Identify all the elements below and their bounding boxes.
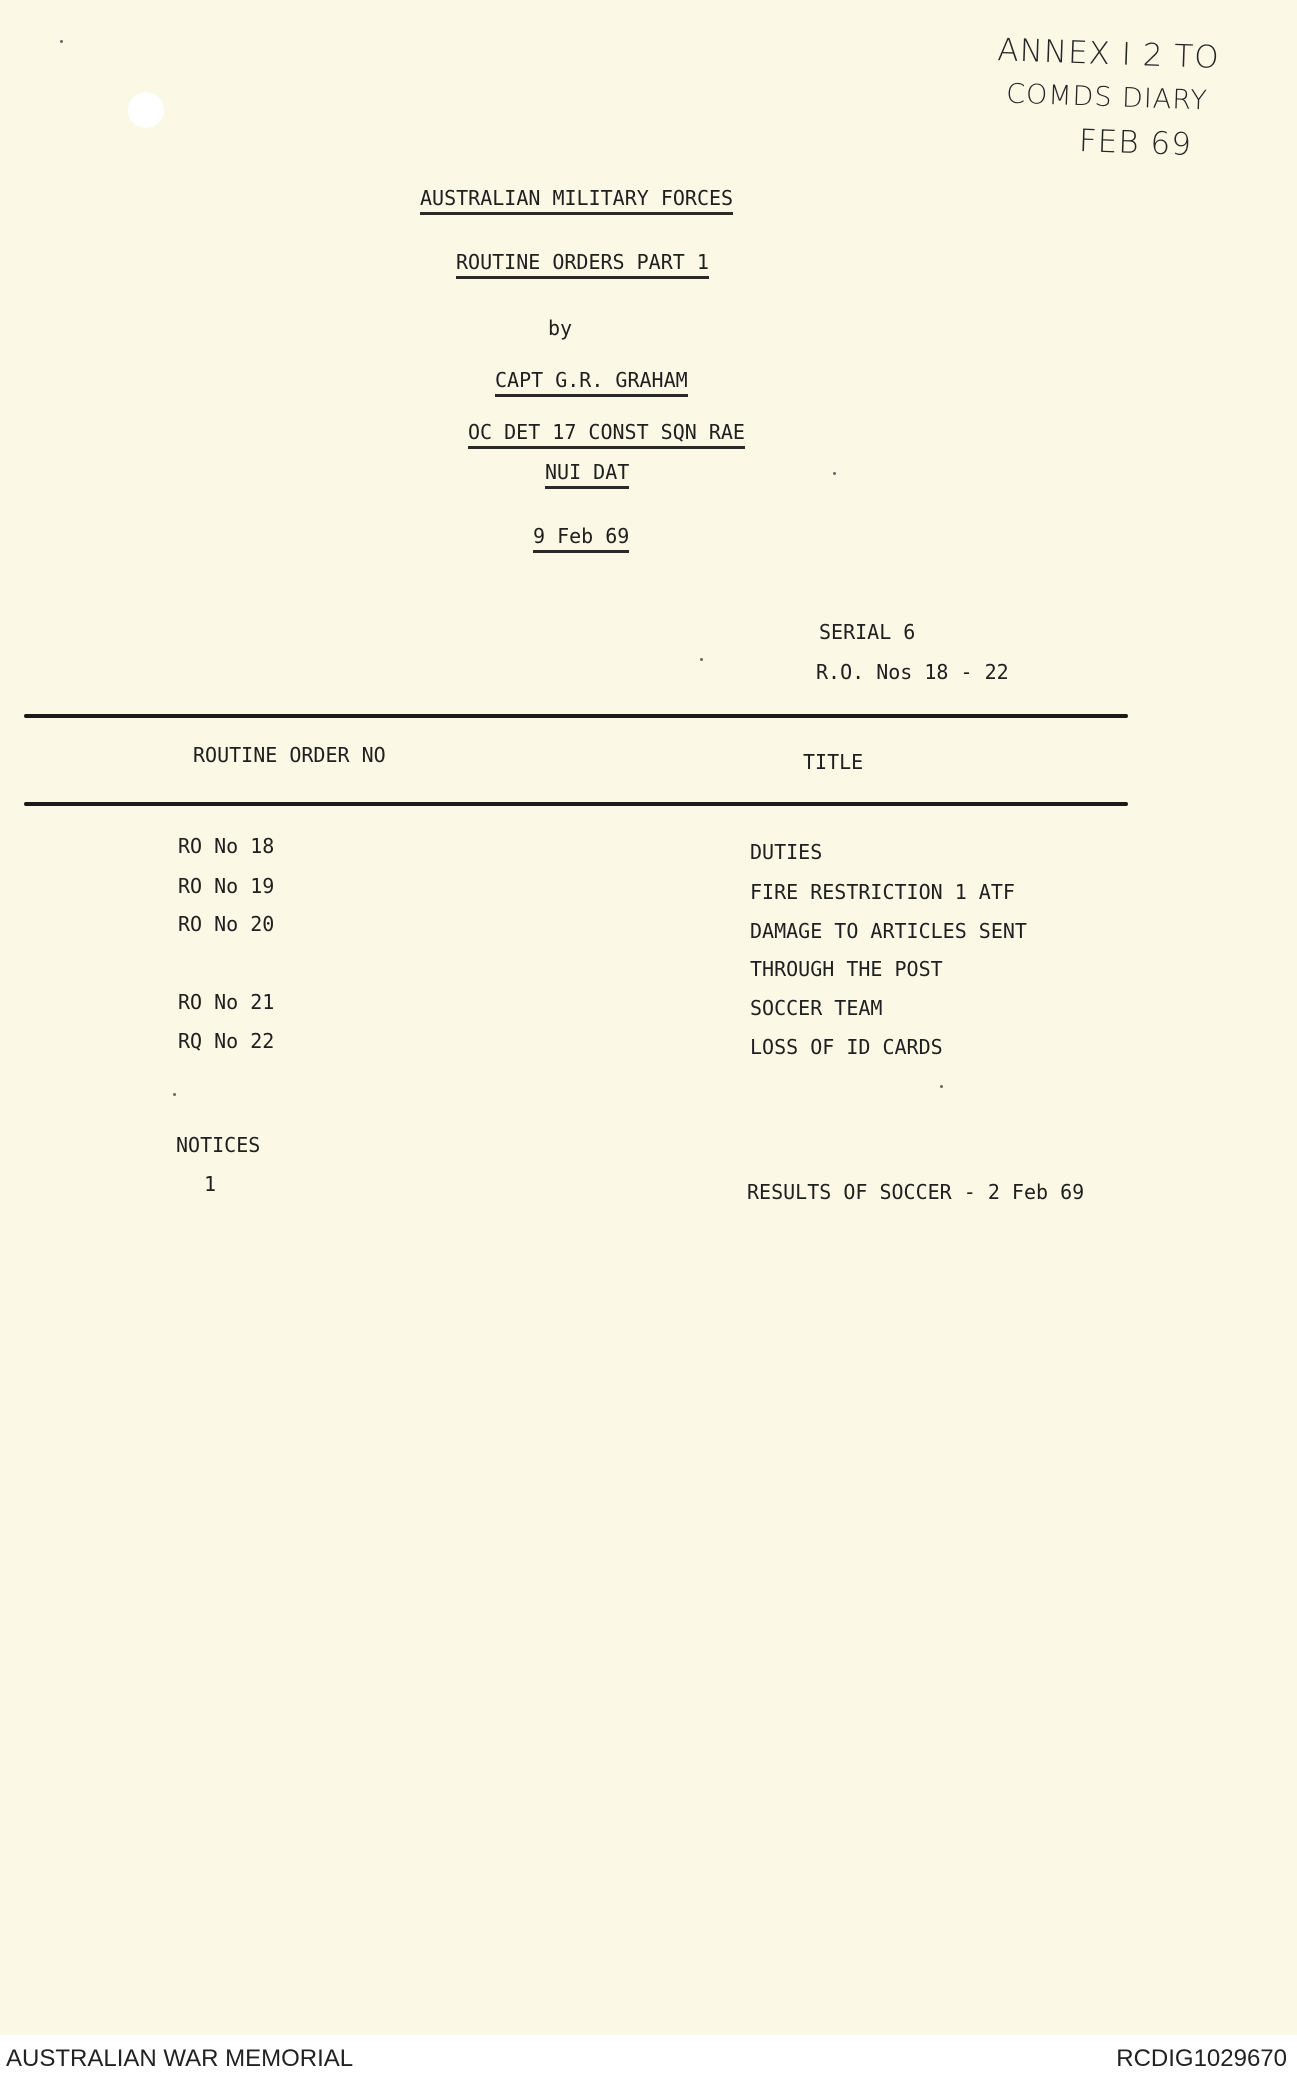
routine-order-title: DAMAGE TO ARTICLES SENT [750, 919, 1027, 943]
table-top-rule [24, 714, 1128, 718]
routine-order-title: FIRE RESTRICTION 1 ATF [750, 880, 1015, 904]
by-label: by [548, 316, 573, 340]
routine-order-number: RO No 19 [178, 874, 275, 898]
routine-order-title: LOSS OF ID CARDS [750, 1035, 943, 1059]
routine-order-number: RO No 20 [178, 912, 275, 936]
paper-speck [940, 1085, 943, 1088]
archive-id: RCDIG1029670 [1116, 2045, 1287, 2072]
orders-title: ROUTINE ORDERS PART 1 [456, 250, 709, 279]
annotation-line: ANNEX I 2 TO [996, 32, 1221, 76]
table-header-rule [24, 802, 1128, 806]
archive-name: AUSTRALIAN WAR MEMORIAL [6, 2045, 354, 2072]
notices-heading: NOTICES [176, 1133, 261, 1157]
routine-order-title: DUTIES [750, 840, 823, 864]
notice-number: 1 [204, 1172, 217, 1196]
paper-speck [173, 1093, 176, 1096]
paper-speck [833, 472, 836, 475]
ro-numbers: R.O. Nos 18 - 22 [816, 660, 1009, 684]
punch-hole [128, 92, 164, 128]
routine-order-title: THROUGH THE POST [750, 957, 943, 981]
paper-speck [60, 40, 63, 43]
serial-number: SERIAL 6 [819, 620, 916, 644]
annotation-line: FEB 69 [1078, 123, 1193, 163]
location: NUI DAT [545, 460, 629, 489]
routine-order-number: RO No 18 [178, 834, 275, 858]
routine-order-number: RQ No 22 [178, 1029, 275, 1053]
column-header-title: TITLE [803, 750, 864, 774]
officer-name: CAPT G.R. GRAHAM [495, 368, 688, 397]
handwritten-annotation [955, 27, 1259, 169]
column-header-routine-order-no: ROUTINE ORDER NO [193, 743, 386, 767]
unit-name: OC DET 17 CONST SQN RAE [468, 420, 745, 449]
routine-order-title: SOCCER TEAM [750, 996, 883, 1020]
org-title: AUSTRALIAN MILITARY FORCES [420, 186, 733, 215]
routine-order-number: RO No 21 [178, 990, 275, 1014]
archive-footer [0, 2035, 1297, 2081]
notice-title: RESULTS OF SOCCER - 2 Feb 69 [747, 1180, 1085, 1204]
annotation-line: COMDS DIARY [1005, 78, 1209, 117]
order-date: 9 Feb 69 [533, 524, 629, 553]
paper-speck [700, 658, 703, 661]
